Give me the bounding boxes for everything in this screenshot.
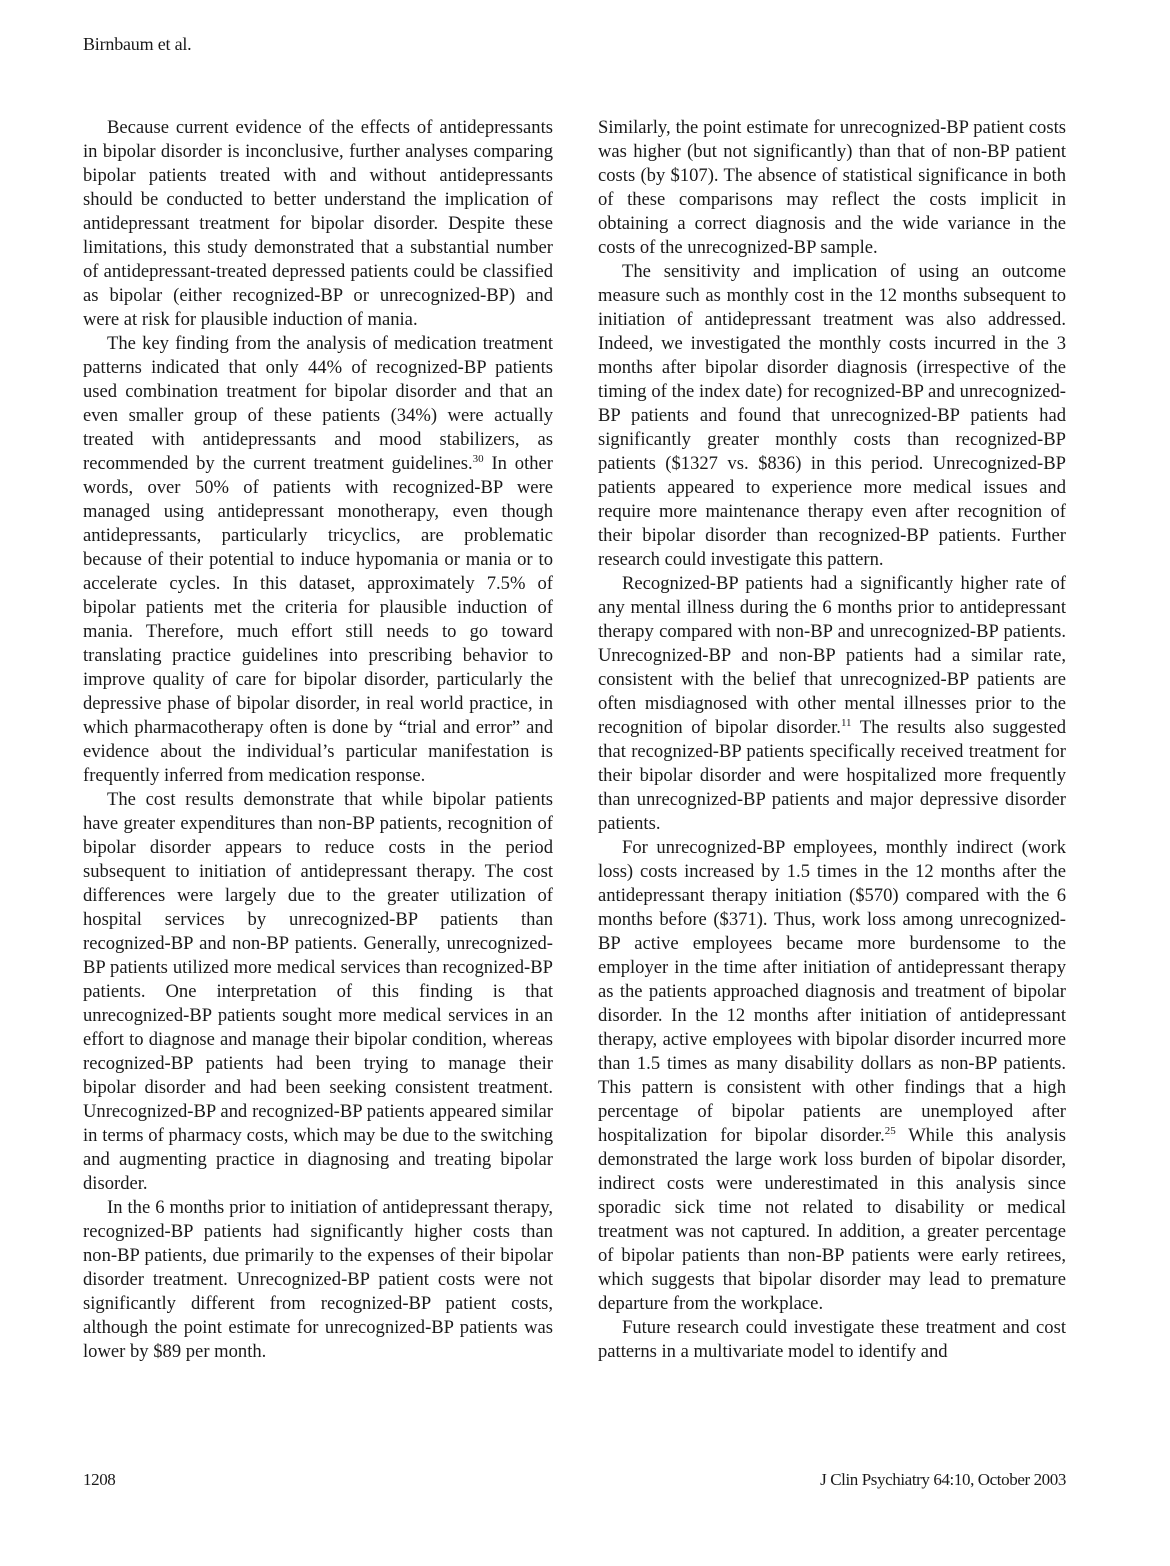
paragraph-antidepressant-evidence: Because current evidence of the effects of antidepressants in bipolar disorder is inconclusive, further analyses comparing bipolar patients treated with and without antidepressants should be conducted to better understand the implication of antidepressant treatment for bipolar disorder. Despite these limitations, this study demonstrated that a substantial number of antidepressant-treated depressed patients could be classified as bipolar (either recognized-BP or unrecognized-BP) and were at risk for plausible induction of mania. [83,117,553,330]
paragraph-sensitivity-analysis: The sensitivity and implication of using an outcome measure such as monthly cost in the 12 months subsequent to initiation of antidepressant treatment was also addressed. Indeed, we investigated the monthly costs incurred in the 3 months after bipolar disorder diagnosis (irrespective of the timing of the index date) for recognized-BP and unrecognized-BP patients and found that unrecognized-BP patients had significantly greater monthly costs than recognized-BP patients ($1327 vs. $836) in this period. Unrecognized-BP patients appeared to experience more medical issues and require more maintenance therapy even after recognition of their bipolar disorder than recognized-BP patients. Further research could investigate this pattern. [598,261,1066,570]
running-head-authors: Birnbaum et al. [83,34,192,54]
paragraph-indirect-costs [598,836,1066,1316]
reference-superscript: 11 [840,717,852,729]
paragraph-text-part: The results also suggested that recognized-BP patients specifically received treatment for their bipolar disorder and were hospitalized more frequently than unrecognized-BP patients and major depressive disorder patients. [598,717,1066,834]
left-text-column [83,116,553,1364]
paragraph-text-part: While this analysis demonstrated the large work loss burden of bipolar disorder, indirect costs were underestimated in this analysis since sporadic sick time not related to disability or medical treatment was not captured. In addition, a greater percentage of bipolar patients than non-BP patients were early retirees, which suggests that bipolar disorder may lead to premature departure from the workplace. [598,1125,1066,1314]
paragraph-point-estimate-continued: Similarly, the point estimate for unrecognized-BP patient costs was higher (but not significantly) than that of non-BP patient costs (by $107). The absence of statistical significance in both of these comparisons may reflect the costs implicit in obtaining a correct diagnosis and the wide variance in the costs of the unrecognized-BP sample. [598,117,1066,258]
page-number: 1208 [83,1470,116,1489]
paragraph-text-part: Recognized-BP patients had a significantly higher rate of any mental illness during the 6 months prior to antidepressant therapy compared with non-BP and unrecognized-BP patients. Unrecognized-BP and non-BP patients had a similar rate, consistent with the belief that unrecognized-BP patients are often misdiagnosed with other mental illnesses prior to the recognition of bipolar disorder. [598,573,1066,738]
journal-citation: J Clin Psychiatry 64:10, October 2003 [820,1470,1066,1489]
paragraph-cost-results: The cost results demonstrate that while bipolar patients have greater expenditures than non-BP patients, recognition of bipolar disorder appears to reduce costs in the period subsequent to initiation of antidepressant therapy. The cost differences were largely due to the greater utilization of hospital services by unrecognized-BP patients than recognized-BP and non-BP patients. Generally, unrecognized-BP patients utilized more medical services than recognized-BP patients. One interpretation of this finding is that unrecognized-BP patients sought more medical services in an effort to diagnose and manage their bipolar condition, whereas recognized-BP patients had been trying to manage their bipolar disorder and had been seeking consistent treatment. Unrecognized-BP and recognized-BP patients appeared similar in terms of pharmacy costs, which may be due to the switching and augmenting practice in diagnosing and treating bipolar disorder. [83,789,553,1194]
paragraph-medication-treatment-patterns [83,332,553,788]
paragraph-text-part: For unrecognized-BP employees, monthly indirect (work loss) costs increased by 1.5 times in the 12 months after the antidepressant therapy initiation ($570) compared with the 6 months before ($371). Thus, work loss among unrecognized-BP active employees became more burdensome to the employer in the time after initiation of antidepressant therapy as the patients approached diagnosis and treatment of bipolar disorder. In the 12 months after initiation of antidepressant therapy, active employees with bipolar disorder incurred more than 1.5 times as many disability dollars as non-BP patients. This pattern is consistent with other findings that a high percentage of bipolar patients are unemployed after hospitalization for bipolar disorder. [598,837,1066,1146]
paragraph-prior-six-months: In the 6 months prior to initiation of antidepressant therapy, recognized-BP patients had significantly higher costs than non-BP patients, due primarily to the expenses of their bipolar disorder treatment. Unrecognized-BP patient costs were not significantly different from recognized-BP patient costs, although the point estimate for unrecognized-BP patients was lower by $89 per month. [83,1197,553,1362]
paragraph-future-research: Future research could investigate these treatment and cost patterns in a multivariate model to identify and [598,1317,1066,1362]
paragraph-text-part: In other words, over 50% of patients with recognized-BP were managed using antidepressant monotherapy, even though antidepressants, particularly tricyclics, are problematic because of their potential to induce hypomania or mania or to accelerate cycles. In this dataset, approximately 7.5% of bipolar patients met the criteria for plausible induction of mania. Therefore, much effort still needs to go toward translating practice guidelines into prescribing behavior to improve quality of care for bipolar disorder, particularly the depressive phase of bipolar disorder, in real world practice, in which pharmacotherapy often is done by “trial and error” and evidence about the individual’s particular manifestation is frequently inferred from medication response. [83,453,553,786]
reference-superscript: 30 [472,453,484,465]
right-text-column [598,116,1066,1364]
paragraph-text-part: The key finding from the analysis of medication treatment patterns indicated that only 44% of recognized-BP patients used combination treatment for bipolar disorder and that an even smaller group of these patients (34%) were actually treated with antidepressants and mood stabilizers, as recommended by the current treatment guidelines. [83,333,553,474]
reference-superscript: 25 [884,1125,896,1137]
paragraph-mental-illness-rate [598,572,1066,836]
